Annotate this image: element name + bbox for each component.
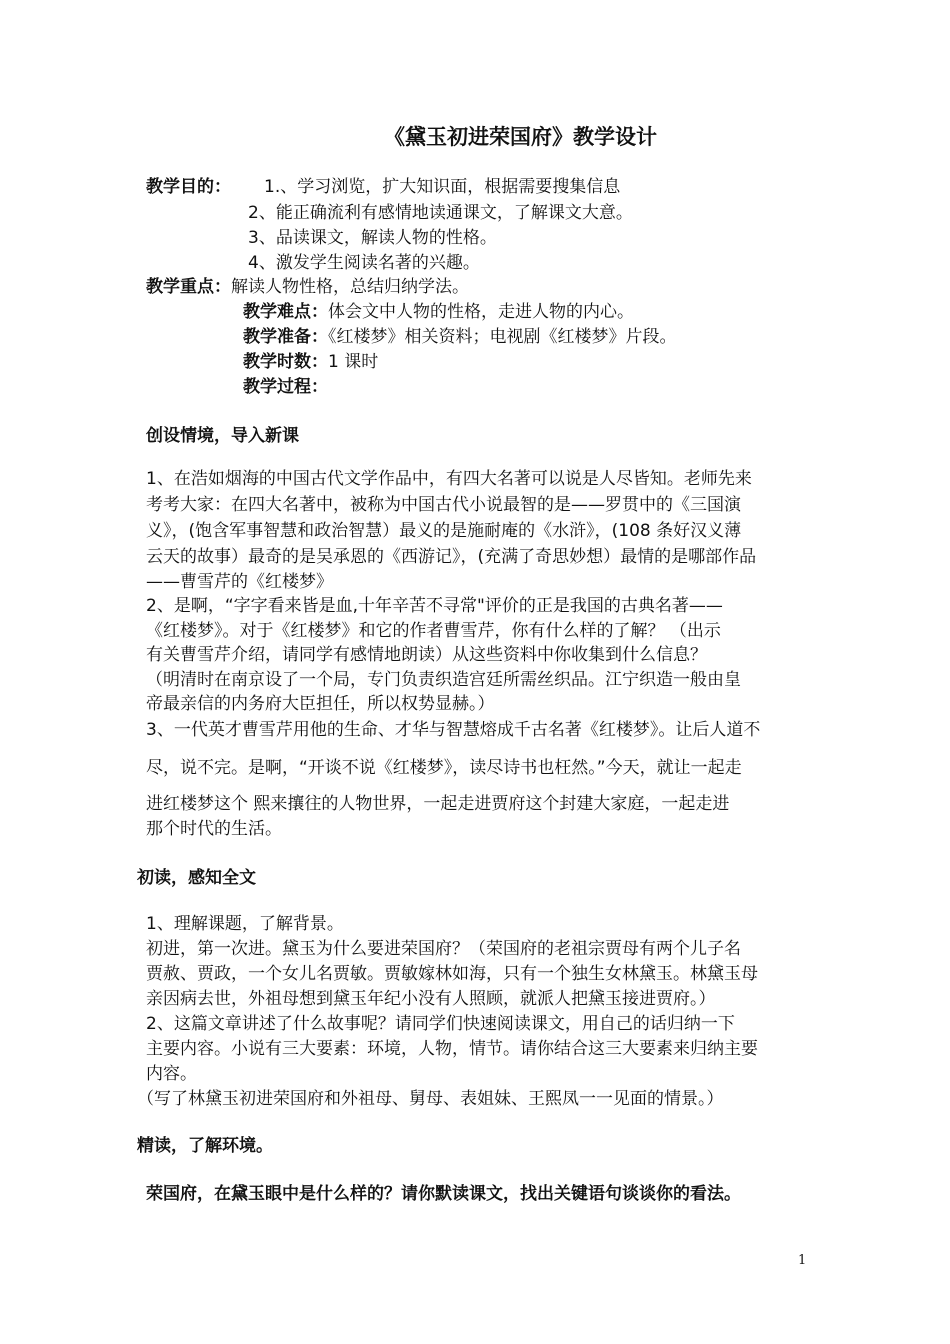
paragraph-line: 1、理解课题，了解背景。 — [146, 914, 344, 934]
preparation-row — [243, 325, 677, 349]
section-heading: 创设情境，导入新课 — [146, 426, 299, 446]
paragraph-line: 尽，说不完。是啊，“开谈不说《红楼梦》，读尽诗书也枉然。”今天，就让一起走 — [146, 758, 742, 778]
paragraph-line: 2、这篇文章讲述了什么故事呢？请同学们快速阅读课文，用自己的话归纳一下 — [146, 1014, 735, 1034]
hours-label: 教学时数： — [243, 352, 328, 372]
paragraph-line: 帝最亲信的内务府大臣担任，所以权势显赫。） — [146, 694, 495, 714]
paragraph-line: 《红楼梦》。对于《红楼梦》和它的作者曹雪芹，你有什么样的了解？ （出示 — [146, 621, 721, 641]
objective-item: 1.、学习浏览，扩大知识面，根据需要搜集信息 — [264, 177, 621, 197]
focus-label: 教学重点： — [146, 277, 231, 297]
difficulty-text: 体会文中人物的性格，走进人物的内心。 — [328, 302, 634, 322]
paragraph-line: 那个时代的生活。 — [146, 819, 282, 839]
process-label: 教学过程： — [243, 377, 328, 397]
objective-item: 2、能正确流利有感情地读通课文，了解课文大意。 — [248, 203, 633, 223]
hours-text: 1 课时 — [328, 352, 379, 372]
paragraph-line: ——曹雪芹的《红楼梦》 — [146, 572, 333, 592]
objectives-label: 教学目的： — [146, 177, 231, 197]
difficulty-label: 教学难点： — [243, 302, 328, 322]
focus-row — [146, 275, 469, 299]
page-number: 1 — [798, 1253, 807, 1268]
paragraph-line: 3、一代英才曹雪芹用他的生命、才华与智慧熔成千古名著《红楼梦》。让后人道不 — [146, 720, 761, 740]
section-heading: 初读，感知全文 — [137, 868, 256, 888]
paragraph-line: 考考大家：在四大名著中，被称为中国古代小说最智的是——罗贯中的《三国演 — [146, 495, 741, 515]
paragraph-line: 云天的故事）最奇的是吴承恩的《西游记》，(充满了奇思妙想）最情的是哪部作品 — [146, 547, 757, 567]
preparation-label: 教学准备： — [243, 327, 328, 347]
document-title: 《黛玉初进荣国府》教学设计 — [384, 125, 657, 149]
paragraph-line: 进红楼梦这个 熙来攘往的人物世界，一起走进贾府这个封建大家庭，一起走进 — [146, 794, 730, 814]
paragraph-line: （明清时在南京设了一个局，专门负责织造宫廷所需丝织品。江宁织造一般由皇 — [146, 670, 741, 690]
paragraph-line: 义》，(饱含军事智慧和政治智慧）最义的是施耐庵的《水浒》，(108 条好汉义薄 — [146, 521, 742, 541]
section-heading: 精读，了解环境。 — [137, 1136, 273, 1156]
preparation-text: 《红楼梦》相关资料；电视剧《红楼梦》片段。 — [328, 327, 677, 347]
paragraph-line: 内容。 — [146, 1064, 197, 1084]
paragraph-line: 主要内容。小说有三大要素：环境，人物，情节。请你结合这三大要素来归纳主要 — [146, 1039, 758, 1059]
paragraph-line: 亲因病去世，外祖母想到黛玉年纪小没有人照顾，就派人把黛玉接进贾府。） — [146, 989, 716, 1009]
objective-item: 3、品读课文，解读人物的性格。 — [248, 228, 497, 248]
difficulty-row — [243, 300, 634, 324]
paragraph-line: （写了林黛玉初进荣国府和外祖母、舅母、表姐妹、王熙凤一一见面的情景。） — [137, 1089, 724, 1109]
paragraph-line: 贾赦、贾政，一个女儿名贾敏。贾敏嫁林如海，只有一个独生女林黛玉。林黛玉母 — [146, 964, 758, 984]
focus-text: 解读人物性格，总结归纳学法。 — [231, 277, 469, 297]
hours-row — [243, 350, 378, 374]
paragraph-line: 2、是啊，“字字看来皆是血,十年辛苦不寻常"评价的正是我国的古典名著—— — [146, 596, 723, 616]
paragraph-line: 有关曹雪芹介绍，请同学有感情地朗读）从这些资料中你收集到什么信息？ — [146, 645, 707, 665]
section-question: 荣国府，在黛玉眼中是什么样的？请你默读课文，找出关键语句谈谈你的看法。 — [146, 1184, 741, 1204]
paragraph-line: 1、在浩如烟海的中国古代文学作品中，有四大名著可以说是人尽皆知。老师先来 — [146, 469, 752, 489]
objective-item: 4、激发学生阅读名著的兴趣。 — [248, 253, 480, 273]
paragraph-line: 初进，第一次进。黛玉为什么要进荣国府？（荣国府的老祖宗贾母有两个儿子名 — [146, 939, 741, 959]
